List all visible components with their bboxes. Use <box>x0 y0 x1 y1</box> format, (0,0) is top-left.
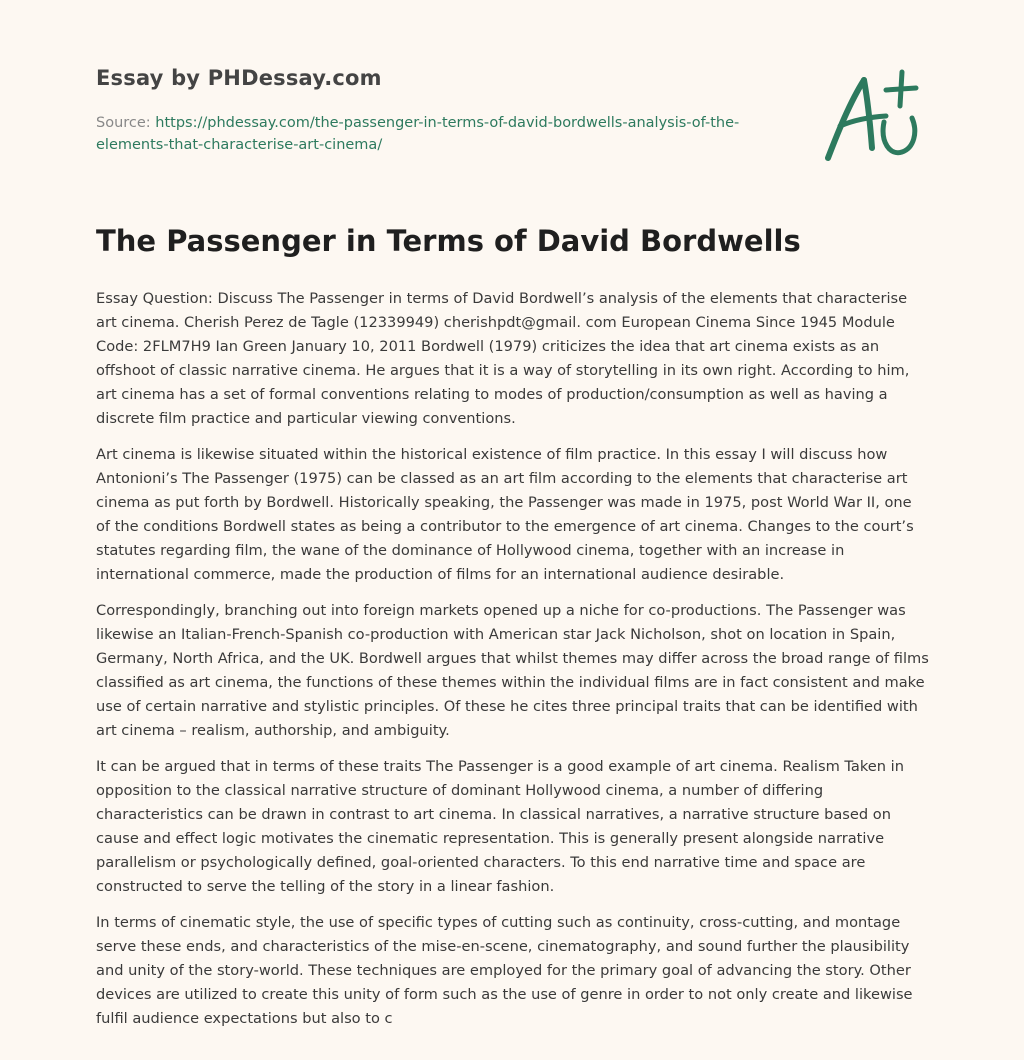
site-title: Essay by PHDessay.com <box>96 66 382 90</box>
essay-paragraph: Art cinema is likewise situated within the historical existence of film practice. In this essay I will discuss how Antonioni’s The Passenger (1975) can be classed as an art film according to the elements that characterise art cinema as put forth by Bordwell. Historically speaking, the Passenger was made in 1975, post World War II, one of the conditions Bordwell states as being a contributor to the emergence of art cinema. Changes to the court’s statutes regarding film, the wane of the dominance of Hollywood cinema, together with an increase in international commerce, made the production of films for an international audience desirable. <box>96 446 914 583</box>
source-line <box>96 112 756 156</box>
a-plus-logo-icon <box>820 62 930 174</box>
document-page <box>96 0 936 1060</box>
source-link[interactable]: https://phdessay.com/the-passenger-in-terms-of-david-bordwells-analysis-of-the-elements-that-characterise-art-cinema/ <box>96 115 740 153</box>
essay-paragraph: It can be argued that in terms of these traits The Passenger is a good example of art cinema. Realism Taken in opposition to the classical narrative structure of dominant Hollywood cinema, a number of differing characteristics can be drawn in contrast to art cinema. In classical narratives, a narrative structure based on cause and effect logic motivates the cinematic representation. This is generally present alongside narrative parallelism or psychologically defined, goal-oriented characters. To this end narrative time and space are constructed to serve the telling of the story in a linear fashion. <box>96 758 904 895</box>
source-label: Source: <box>96 115 156 131</box>
essay-paragraph: Essay Question: Discuss The Passenger in terms of David Bordwell’s analysis of the elements that characterise art cinema. Cherish Perez de Tagle (12339949) cherishpdt@gmail. com European Cinema Since 1945 Module Code: 2FLM7H9 Ian Green January 10, 2011 Bordwell (1979) criticizes the idea that art cinema exists as an offshoot of classic narrative cinema. He argues that it is a way of storytelling in its own right. According to him, art cinema has a set of formal conventions relating to modes of production/consumption as well as having a discrete film practice and particular viewing conventions. <box>96 290 910 427</box>
essay-title: The Passenger in Terms of David Bordwells <box>96 224 801 258</box>
essay-body <box>96 287 930 1043</box>
essay-paragraph: In terms of cinematic style, the use of specific types of cutting such as continuity, cross-cutting, and montage serve these ends, and characteristics of the mise-en-scene, cinematography, and sound further the plausibility and unity of the story-world. These techniques are employed for the primary goal of advancing the story. Other devices are utilized to create this unity of form such as the use of genre in order to not only create and likewise fulfil audience expectations but also to c <box>96 914 913 1027</box>
essay-paragraph: Correspondingly, branching out into foreign markets opened up a niche for co-productions. The Passenger was likewise an Italian-French-Spanish co-production with American star Jack Nicholson, shot on location in Spain, Germany, North Africa, and the UK. Bordwell argues that whilst themes may differ across the broad range of films classified as art cinema, the functions of these themes within the individual films are in fact consistent and make use of certain narrative and stylistic principles. Of these he cites three principal traits that can be identified with art cinema – realism, authorship, and ambiguity. <box>96 602 929 739</box>
